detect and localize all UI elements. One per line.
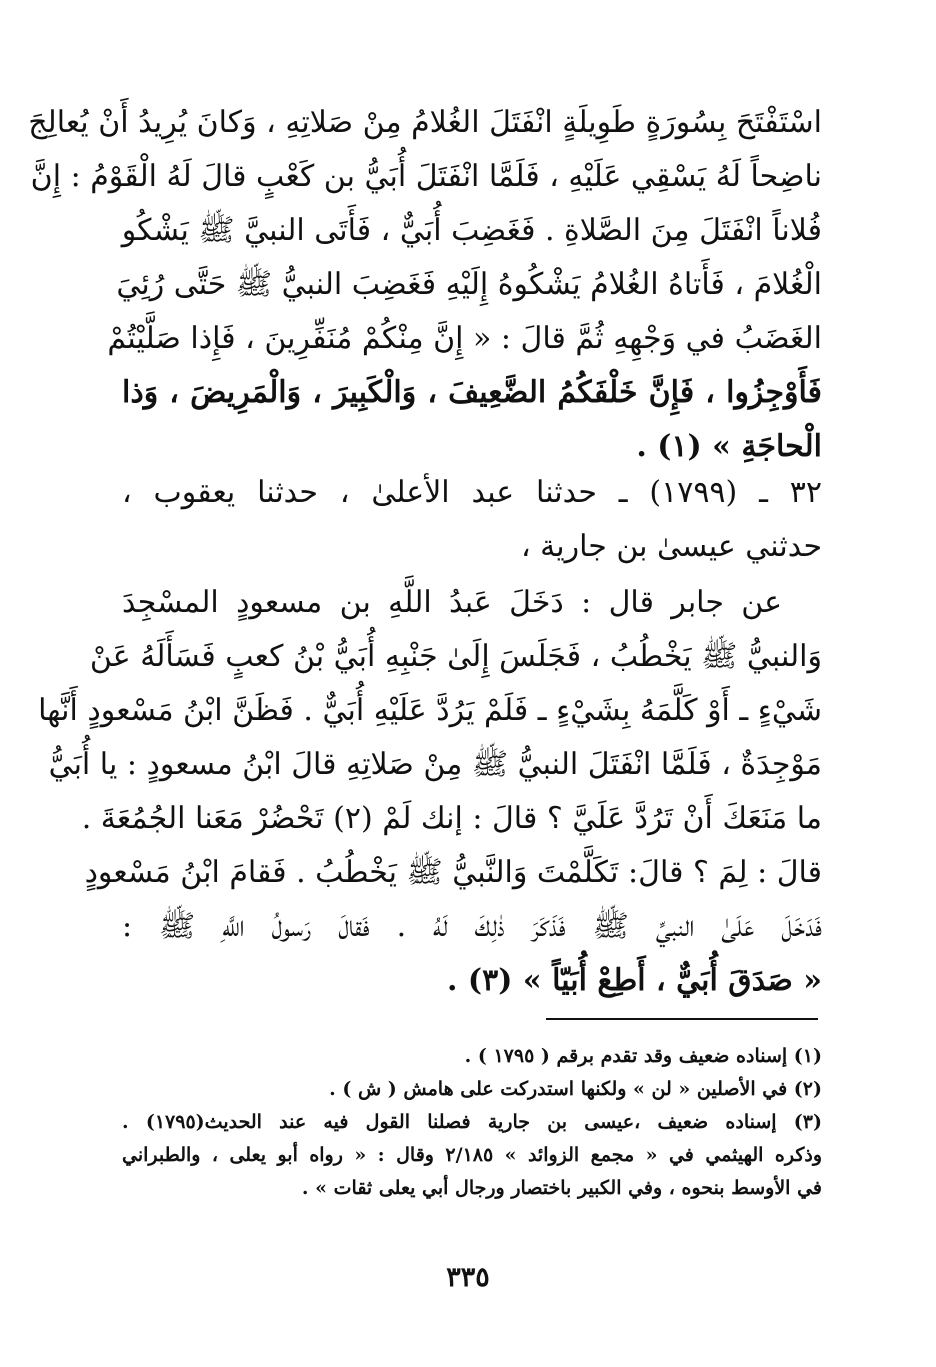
paragraph-2: [38, 576, 822, 1008]
text-line: حدثني عيسىٰ بن جارية ،: [520, 529, 822, 564]
paragraph-1: [28, 96, 822, 474]
text-line: قالَ : لِمَ ؟ قالَ: تَكَلَّمْتَ وَالنَّبيُّ ﷺ يَخْطُبُ . فَقامَ ابْنُ مَسْعودٍ: [84, 855, 822, 890]
hadith-header: [122, 466, 822, 574]
text-line: فَدَخَلَ عَلَىٰ النبيِّ ﷺ فَذَكَرَ ذٰلِكَ لَهُ . فَقالَ رَسولُ اللَّهِ ﷺ :: [122, 909, 822, 944]
text-line: اسْتَفْتَحَ بِسُورَةٍ طَوِيلَةٍ انْفَتَلَ الغُلامُ مِنْ صَلاتِهِ ، وَكانَ يُرِيدُ أَنْ يُعالِجَ: [28, 105, 822, 140]
text-line: فُلاناً انْفَتَلَ مِنَ الصَّلاةِ . فَغَضِبَ أُبَيٌّ ، فَأَتَى النبيَّ ﷺ يَشْكُو: [121, 213, 822, 248]
text-line: مَوْجِدَةٌ ، فَلَمَّا انْفَتَلَ النبيُّ ﷺ مِنْ صَلاتِهِ قالَ ابْنُ مسعودٍ : يا أُبَيُّ: [48, 747, 822, 782]
text-line: وَالنبيُّ ﷺ يَخْطُبُ ، فَجَلَسَ إِلَىٰ جَنْبِهِ أُبَيُّ بْنُ كعبٍ فَسَأَلَهُ عَنْ: [89, 639, 822, 674]
footnote-2: (٢) في الأصلين « لن » ولكنها استدركت على هامش ( ش ) .: [329, 1078, 822, 1100]
text-line: الْحاجَةِ » (١) .: [636, 429, 822, 464]
footnote-divider: [546, 1018, 818, 1020]
text-line: فَأَوْجِزُوا ، فَإِنَّ خَلْفَكُمُ الضَّعِيفَ ، وَالْكَبِيرَ ، وَالْمَرِيضَ ، وَذا: [122, 375, 822, 410]
text-line: ناضِحاً لَهُ يَسْقِي عَلَيْهِ ، فَلَمَّا انْفَتَلَ أُبَيُّ بن كَعْبٍ قالَ لَهُ الْقَوْمُ : إِنَّ: [30, 159, 822, 194]
text-line: « صَدَقَ أُبَيٌّ ، أَطِعْ أُبَيّاً » (٣) .: [447, 963, 822, 998]
page-number: ٣٣٥: [446, 1262, 490, 1293]
footnote-3-continued: وذكره الهيثمي في « مجمع الزوائد » ٢/١٨٥ وقال : « رواه أبو يعلى ، والطبراني: [122, 1144, 822, 1166]
text-line: الغَضَبُ في وَجْهِهِ ثُمَّ قالَ : « إِنَّ مِنْكُمْ مُنَفِّرِينَ ، فَإِذا صَلَّيْتُمْ: [107, 321, 822, 356]
text-line: عن جابر قال : دَخَلَ عَبدُ اللَّهِ بن مسعودٍ المسْجِدَ: [122, 585, 782, 620]
text-line: ما مَنَعَكَ أَنْ تَرُدَّ عَلَيَّ ؟ قالَ : إنك لَمْ (٢) تَحْضُرْ مَعَنا الجُمُعَةَ .: [81, 801, 822, 836]
footnote-3: (٣) إسناده ضعيف ،عيسى بن جارية فصلنا القول فيه عند الحديث(١٧٩٥) .: [122, 1111, 822, 1133]
footnote-1: (١) إسناده ضعيف وقد تقدم برقم ( ١٧٩٥ ) .: [464, 1045, 822, 1067]
hadith-number-line: ٣٢ ـ (١٧٩٩) ـ حدثنا عبد الأعلىٰ ، حدثنا يعقوب ،: [122, 475, 822, 510]
footnote-3-continued: في الأوسط بنحوه ، وفي الكبير باختصار ورجال أبي يعلى ثقات » .: [301, 1177, 822, 1199]
footnotes: [122, 1040, 822, 1205]
text-line: شَيْءٍ ـ أَوْ كَلَّمَهُ بِشَيْءٍ ـ فَلَمْ يَرُدَّ عَلَيْهِ أُبَيٌّ . فَظَنَّ ابْنُ مَسْعودٍ أَنَّها: [38, 693, 822, 728]
text-line: الْغُلامَ ، فَأَتاهُ الغُلامُ يَشْكُوهُ إِلَيْهِ فَغَضِبَ النبيُّ ﷺ حَتَّى رُئِيَ: [116, 267, 822, 302]
